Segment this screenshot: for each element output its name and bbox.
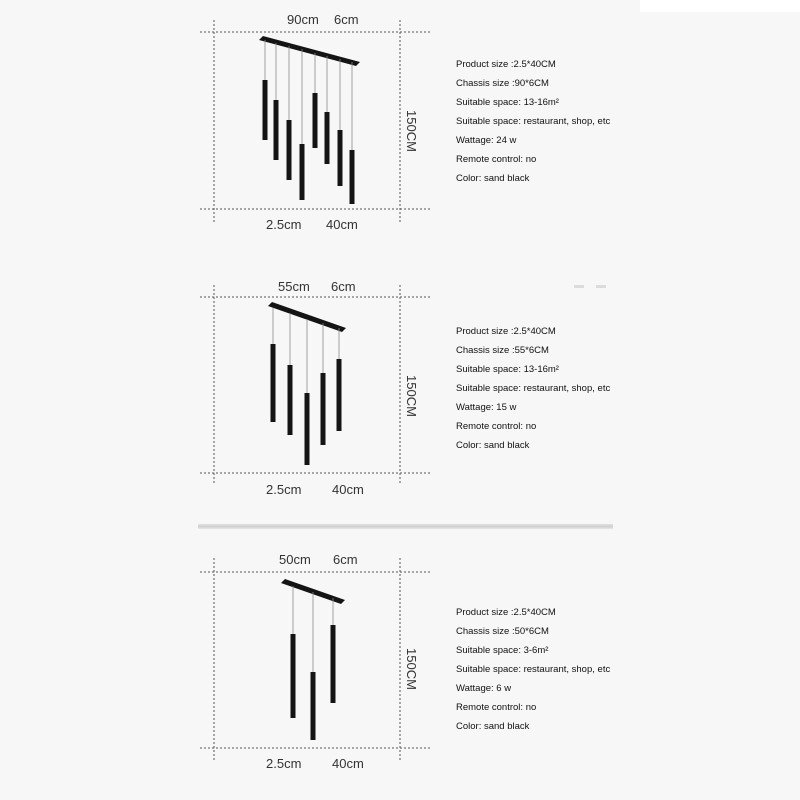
pendant-tube <box>291 634 296 718</box>
dim-tube-length: 40cm <box>326 217 358 232</box>
spec-remote-control: Remote control: no <box>456 154 537 165</box>
spec-product-size: Product size :2.5*40CM <box>456 326 556 337</box>
dim-width: 90cm <box>287 12 319 27</box>
dim-tube-diameter: 2.5cm <box>266 482 302 497</box>
dim-height: 150CM <box>404 375 419 417</box>
pendant-tube <box>263 80 268 140</box>
pendant-tube <box>287 120 292 180</box>
spec-wattage: Wattage: 15 w <box>456 402 517 413</box>
faint-mark <box>596 285 606 288</box>
pendant-tube <box>313 93 318 148</box>
spec-chassis-size: Chassis size :50*6CM <box>456 626 549 637</box>
dim-height: 150CM <box>404 110 419 152</box>
spec-color: Color: sand black <box>456 440 530 451</box>
pendant-tube <box>350 150 355 204</box>
spec-list-3 <box>456 607 610 740</box>
spec-list-2 <box>456 326 610 459</box>
spec-color: Color: sand black <box>456 721 530 732</box>
spec-suitable-space: Suitable space: restaurant, shop, etc <box>456 383 611 394</box>
spec-suitable-space: Suitable space: restaurant, shop, etc <box>456 116 611 127</box>
dim-tube-diameter: 2.5cm <box>266 756 302 771</box>
spec-product-size: Product size :2.5*40CM <box>456 59 556 70</box>
spec-suitable-area: Suitable space: 13-16m² <box>456 364 559 375</box>
spec-suitable-area: Suitable space: 13-16m² <box>456 97 559 108</box>
pendant-tube <box>325 112 330 164</box>
spec-chassis-size: Chassis size :55*6CM <box>456 345 549 356</box>
section-divider <box>198 524 613 529</box>
spec-remote-control: Remote control: no <box>456 702 537 713</box>
pendant-tube <box>300 144 305 200</box>
product-section-3 <box>0 540 800 800</box>
pendants-1 <box>263 40 355 204</box>
product-section-2 <box>0 270 800 530</box>
spec-product-size: Product size :2.5*40CM <box>456 607 556 618</box>
pendant-tube <box>337 359 342 431</box>
pendant-tube <box>311 672 316 740</box>
spec-remote-control: Remote control: no <box>456 421 537 432</box>
pendant-tube <box>274 100 279 160</box>
spec-suitable-space: Suitable space: restaurant, shop, etc <box>456 664 611 675</box>
pendant-tube <box>321 373 326 445</box>
pendant-tube <box>271 344 276 422</box>
dim-depth: 6cm <box>331 279 356 294</box>
dim-depth: 6cm <box>333 552 358 567</box>
spec-chassis-size: Chassis size :90*6CM <box>456 78 549 89</box>
ceiling-canopy-1 <box>259 36 360 66</box>
spec-list-1 <box>456 59 610 192</box>
pendant-tube <box>305 393 310 465</box>
lamp-diagram-3 <box>0 540 440 800</box>
lamp-diagram-1 <box>0 0 440 260</box>
spec-wattage: Wattage: 6 w <box>456 683 512 694</box>
spec-wattage: Wattage: 24 w <box>456 135 517 146</box>
dim-depth: 6cm <box>334 12 359 27</box>
dim-height: 150CM <box>404 648 419 690</box>
lamp-diagram-2 <box>0 270 440 530</box>
pendants-2 <box>271 308 342 465</box>
pendant-tube <box>288 365 293 435</box>
pendant-tube <box>338 130 343 186</box>
spec-color: Color: sand black <box>456 173 530 184</box>
pendants-3 <box>291 586 336 740</box>
product-section-1 <box>0 0 800 260</box>
dim-tube-length: 40cm <box>332 482 364 497</box>
faint-mark <box>574 285 584 288</box>
spec-suitable-area: Suitable space: 3-6m² <box>456 645 549 656</box>
pendant-tube <box>331 625 336 703</box>
dim-width: 55cm <box>278 279 310 294</box>
dim-tube-length: 40cm <box>332 756 364 771</box>
dim-width: 50cm <box>279 552 311 567</box>
dim-tube-diameter: 2.5cm <box>266 217 302 232</box>
